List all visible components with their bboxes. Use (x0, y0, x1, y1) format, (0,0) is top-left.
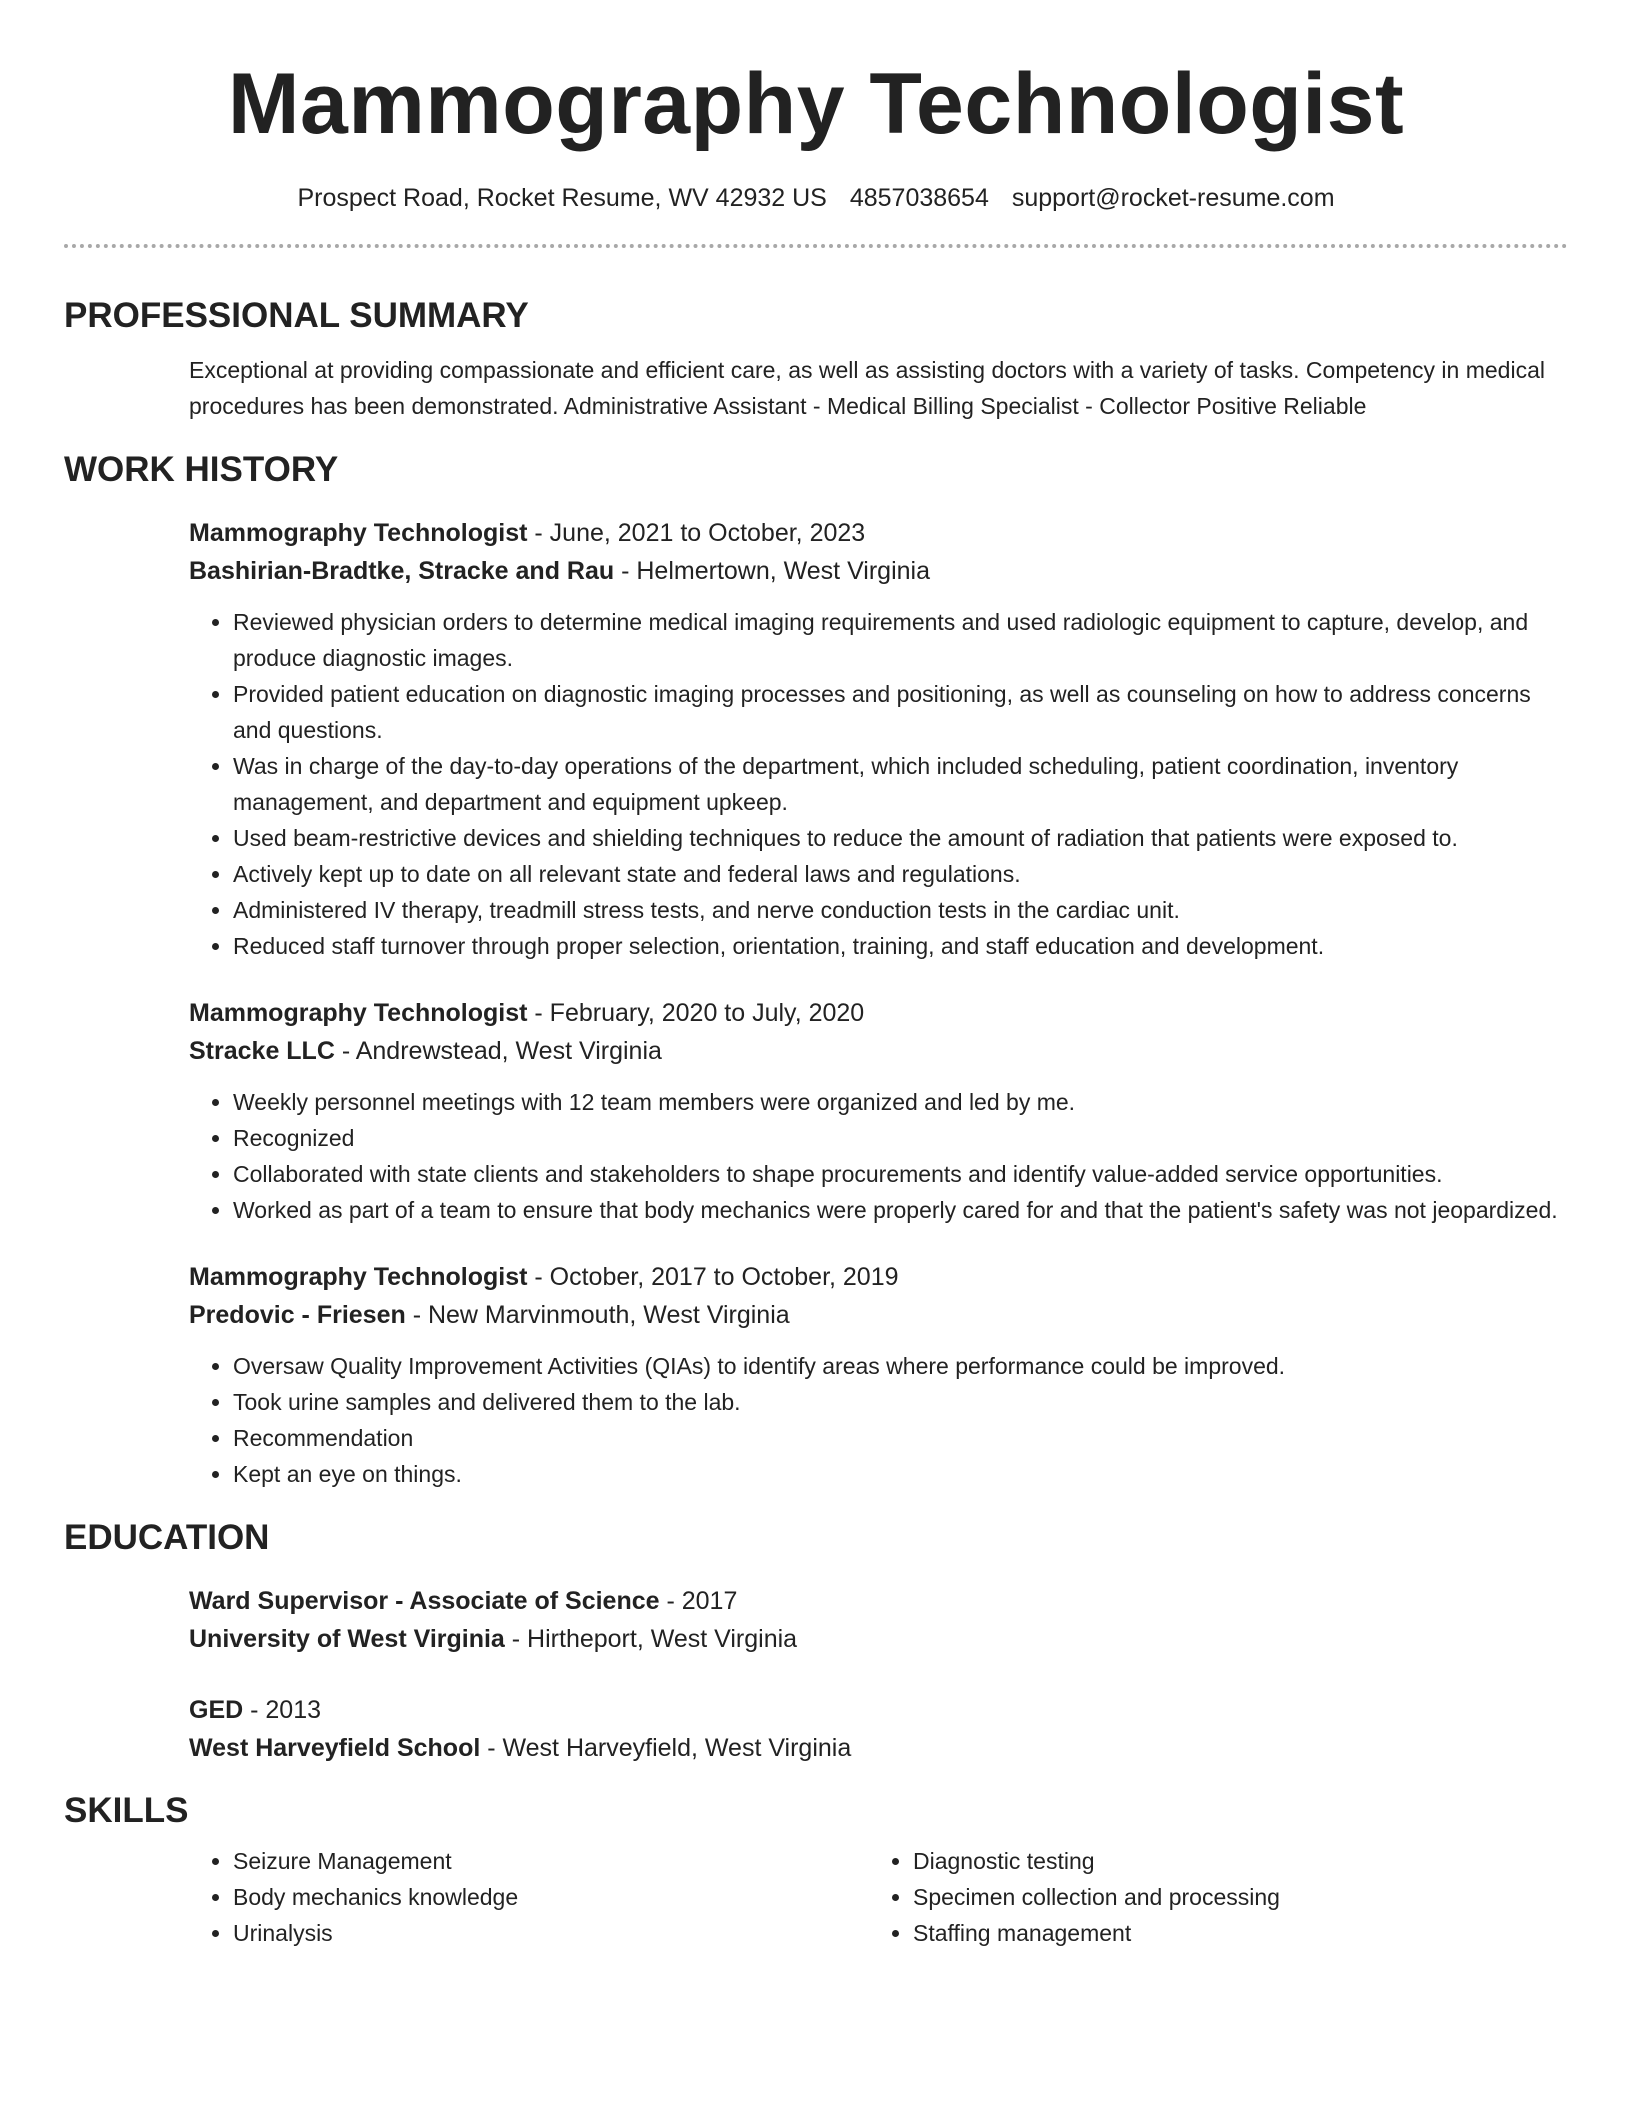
summary-section (64, 294, 1568, 424)
job-bullets (189, 1084, 1568, 1228)
skill-item: • Specimen collection and processing (913, 1879, 1549, 1915)
resume-page (64, 0, 1568, 1951)
job-role: Mammography Technologist (189, 1263, 528, 1291)
job-company: Bashirian-Bradtke, Stracke and Rau (189, 557, 615, 585)
job-entry (189, 994, 1568, 1228)
education-entry (189, 1691, 1568, 1767)
job-location: - Andrewstead, West Virginia (334, 1037, 662, 1065)
job-company-line (189, 552, 1568, 590)
education-school-line (189, 1620, 1568, 1658)
header-divider (64, 244, 1568, 248)
education-location: - West Harveyfield, West Virginia (480, 1734, 852, 1762)
contact-line (64, 182, 1568, 214)
job-bullet: • Recognized (233, 1120, 1568, 1156)
skill-item: • Body mechanics knowledge (233, 1879, 869, 1915)
education-degree-line (189, 1582, 1568, 1620)
education-year: - 2017 (659, 1587, 738, 1615)
education-heading: EDUCATION (64, 1518, 270, 1557)
job-company-line (189, 1032, 1568, 1070)
education-degree-line (189, 1691, 1568, 1729)
education-degree: GED (189, 1696, 244, 1724)
job-role: Mammography Technologist (189, 999, 528, 1027)
job-bullets (189, 1348, 1568, 1492)
skills-right-column (869, 1843, 1549, 1951)
job-bullet: • Used beam-restrictive devices and shielding techniques to reduce the amount of radiation that patients were exposed to. (233, 820, 1568, 856)
summary-heading: PROFESSIONAL SUMMARY (64, 296, 529, 335)
job-title-line (189, 994, 1568, 1032)
job-location: - Helmertown, West Virginia (614, 557, 931, 585)
job-bullet: • Oversaw Quality Improvement Activities (QIAs) to identify areas where performance could be improved. (233, 1348, 1568, 1384)
job-bullet: • Collaborated with state clients and stakeholders to shape procurements and identify value-added service opportunities. (233, 1156, 1568, 1192)
job-bullet: • Weekly personnel meetings with 12 team members were organized and led by me. (233, 1084, 1568, 1120)
skills-grid (189, 1843, 1568, 1951)
job-bullet: • Was in charge of the day-to-day operations of the department, which included scheduling, patient coordination, inventory management, and department and equipment upkeep. (233, 748, 1568, 820)
summary-text: Exceptional at providing compassionate and efficient care, as well as assisting doctors with a variety of tasks. Competency in medical procedures has been demonstrated. Administrative Assistant - Medical Billing Specialist - Collector Positive Reliable (189, 357, 1545, 419)
job-dates: - October, 2017 to October, 2019 (527, 1263, 899, 1291)
work-heading: WORK HISTORY (64, 450, 339, 489)
contact-phone: 4857038654 (849, 184, 989, 212)
contact-address: Prospect Road, Rocket Resume, WV 42932 US (297, 184, 827, 212)
job-company: Predovic - Friesen (189, 1301, 406, 1329)
skills-heading: SKILLS (64, 1791, 189, 1830)
job-bullet: • Reviewed physician orders to determine medical imaging requirements and used radiologic equipment to capture, develop, and produce diagnostic images. (233, 604, 1568, 676)
job-title-line (189, 1258, 1568, 1296)
education-year: - 2013 (243, 1696, 322, 1724)
job-entry (189, 1258, 1568, 1492)
job-bullet: • Reduced staff turnover through proper selection, orientation, training, and staff education and development. (233, 928, 1568, 964)
job-dates: - June, 2021 to October, 2023 (527, 519, 866, 547)
skill-item: • Urinalysis (233, 1915, 869, 1951)
job-bullet: • Provided patient education on diagnostic imaging processes and positioning, as well as counseling on how to address concerns and questions. (233, 676, 1568, 748)
education-section (64, 1516, 1568, 1767)
resume-name: Mammography Technologist (227, 56, 1405, 152)
education-school-line (189, 1729, 1568, 1767)
work-section (64, 448, 1568, 1492)
job-role: Mammography Technologist (189, 519, 528, 547)
job-bullet: • Actively kept up to date on all relevant state and federal laws and regulations. (233, 856, 1568, 892)
education-degree: Ward Supervisor - Associate of Science (189, 1587, 660, 1615)
job-bullet: • Took urine samples and delivered them to the lab. (233, 1384, 1568, 1420)
skill-item: • Staffing management (913, 1915, 1549, 1951)
job-bullet: • Administered IV therapy, treadmill stress tests, and nerve conduction tests in the cardiac unit. (233, 892, 1568, 928)
skill-item: • Diagnostic testing (913, 1843, 1549, 1879)
job-bullet: • Kept an eye on things. (233, 1456, 1568, 1492)
education-entry (189, 1582, 1568, 1658)
job-company-line (189, 1296, 1568, 1334)
job-company: Stracke LLC (189, 1037, 335, 1065)
job-dates: - February, 2020 to July, 2020 (527, 999, 865, 1027)
skills-left-column (189, 1843, 869, 1951)
contact-email: support@rocket-resume.com (1011, 184, 1335, 212)
education-school: University of West Virginia (189, 1625, 505, 1653)
job-bullet: • Recommendation (233, 1420, 1568, 1456)
skill-item: • Seizure Management (233, 1843, 869, 1879)
education-school: West Harveyfield School (189, 1734, 481, 1762)
job-location: - New Marvinmouth, West Virginia (405, 1301, 790, 1329)
job-title-line (189, 514, 1568, 552)
skills-section (64, 1789, 1568, 1951)
job-entry (189, 514, 1568, 964)
job-bullets (189, 604, 1568, 964)
job-bullet: • Worked as part of a team to ensure that body mechanics were properly cared for and that the patient's safety was not jeopardized. (233, 1192, 1568, 1228)
education-location: - Hirtheport, West Virginia (504, 1625, 798, 1653)
